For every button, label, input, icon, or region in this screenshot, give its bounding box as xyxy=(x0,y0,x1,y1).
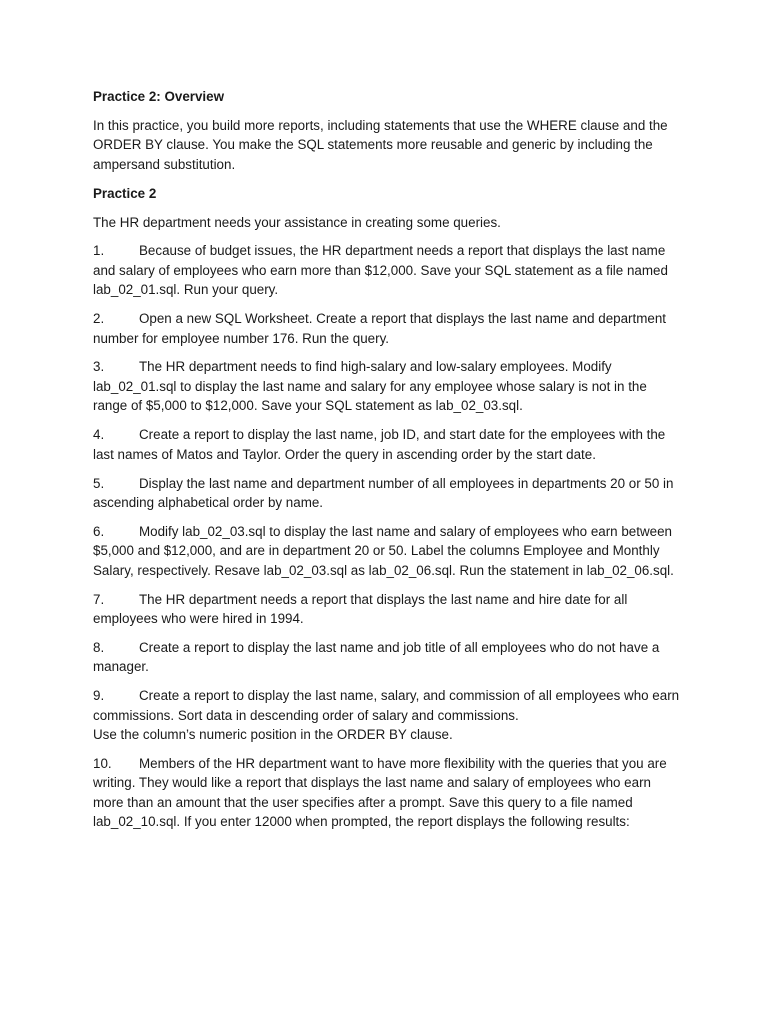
task-item-2 xyxy=(93,309,683,348)
task-item-9 xyxy=(93,686,683,744)
overview-paragraph: In this practice, you build more reports, including statements that use the WHERE clause and the ORDER BY clause. You make the SQL statements more reusable and generic by including the ampersand substitution. xyxy=(93,117,668,172)
overview-heading: Practice 2: Overview xyxy=(93,89,225,104)
task-number: 10. xyxy=(93,755,112,771)
task-number: 1. xyxy=(93,243,105,259)
task-text: Because of budget issues, the HR department needs a report that displays the last name and salary of employees who earn more than $12,000. Save your SQL statement as a file named lab_02_01.sql. Run your query. xyxy=(93,243,668,298)
task-item-8 xyxy=(93,638,683,677)
task-text: Members of the HR department want to have more flexibility with the queries that you are writing. They would like a report that displays the last name and salary of employees who earn more than an amount that the user specifies after a prompt. Save this query to a file named lab_02_10.sql. If you enter 12000 when prompted, the report displays the following results: xyxy=(93,755,667,830)
task-item-3 xyxy=(93,357,683,415)
task-text: The HR department needs to find high-salary and low-salary employees. Modify lab_02_01.sql to display the last name and salary for any employee whose salary is not in the range of $5,000 to $12,000. Save your SQL statement as lab_02_03.sql. xyxy=(93,359,647,414)
task-item-7 xyxy=(93,590,683,629)
task-number: 4. xyxy=(93,427,105,443)
intro-paragraph: The HR department needs your assistance in creating some queries. xyxy=(93,214,501,230)
task-item-1 xyxy=(93,241,683,299)
task-text: Modify lab_02_03.sql to display the last name and salary of employees who earn between $5,000 and $12,000, and are in department 20 or 50. Label the columns Employee and Monthly Salary, respectively. Resave lab_02_03.sql as lab_02_06.sql. Run the statement in lab_02_06.sql. xyxy=(93,523,674,578)
task-item-4 xyxy=(93,425,683,464)
task-number: 6. xyxy=(93,523,105,539)
task-number: 7. xyxy=(93,591,105,607)
practice-heading: Practice 2 xyxy=(93,185,157,201)
task-number: 9. xyxy=(93,688,105,704)
task-text: The HR department needs a report that displays the last name and hire date for all employees who were hired in 1994. xyxy=(93,591,628,626)
task-text: Create a report to display the last name, salary, and commission of all employees who earn commissions. Sort data in descending order of salary and commissions. xyxy=(93,688,680,723)
task-number: 2. xyxy=(93,311,105,327)
document-body xyxy=(93,87,683,841)
task-number: 3. xyxy=(93,359,105,375)
task-text-line2: Use the column’s numeric position in the ORDER BY clause. xyxy=(93,726,453,742)
task-number: 8. xyxy=(93,639,105,655)
task-number: 5. xyxy=(93,475,105,491)
task-text: Open a new SQL Worksheet. Create a report that displays the last name and department number for employee number 176. Run the query. xyxy=(93,311,666,346)
task-text: Display the last name and department number of all employees in departments 20 or 50 in ascending alphabetical order by name. xyxy=(93,475,674,510)
task-text: Create a report to display the last name, job ID, and start date for the employees with the last names of Matos and Taylor. Order the query in ascending order by the start date. xyxy=(93,427,666,462)
task-item-6 xyxy=(93,522,683,580)
task-item-5 xyxy=(93,474,683,513)
task-item-10 xyxy=(93,754,683,832)
task-text: Create a report to display the last name and job title of all employees who do not have a manager. xyxy=(93,639,660,675)
